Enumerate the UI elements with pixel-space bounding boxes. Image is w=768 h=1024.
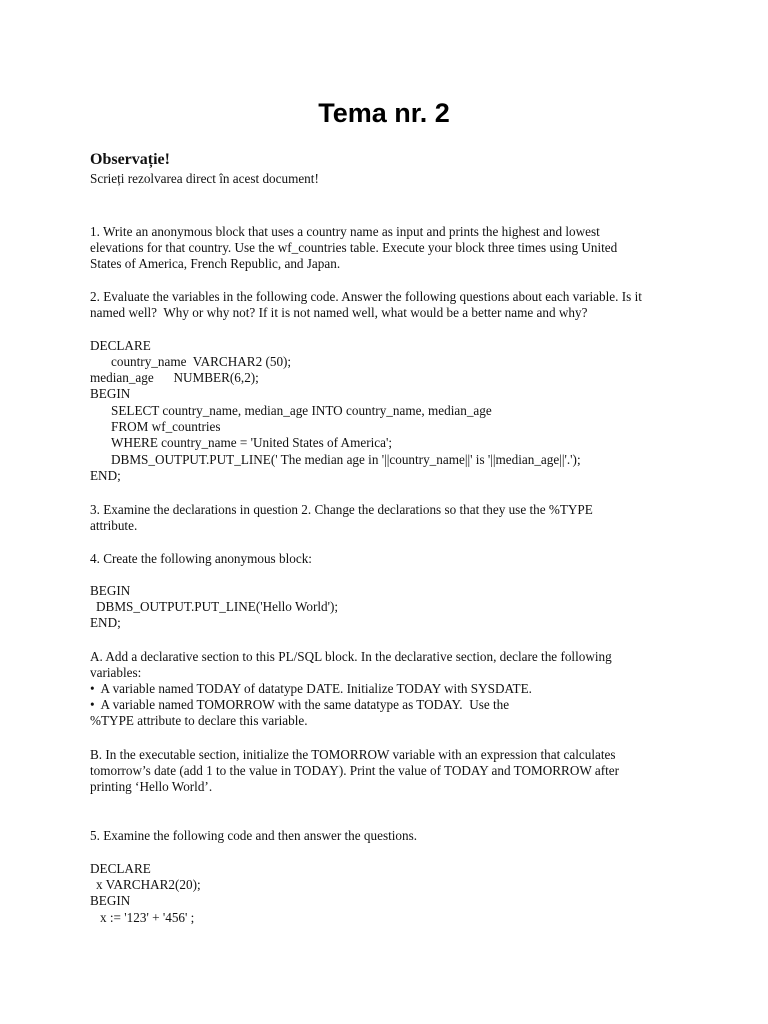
- q2-code-line: DBMS_OUTPUT.PUT_LINE(' The median age in '||country_name||' is '||median_age||'.');: [111, 452, 581, 467]
- observatie-heading: Observație!: [90, 151, 170, 168]
- q5-code-line: x := '123' + '456' ;: [100, 910, 195, 925]
- q2-line: 2. Evaluate the variables in the following code. Answer the following questions about each variable. Is it: [90, 289, 642, 304]
- q4a-line: variables:: [90, 665, 142, 680]
- q3-line: attribute.: [90, 518, 138, 533]
- q2-code-line: DECLARE: [90, 338, 151, 353]
- q4a-line: • A variable named TODAY of datatype DATE. Initialize TODAY with SYSDATE.: [90, 681, 532, 696]
- q3-line: 3. Examine the declarations in question 2. Change the declarations so that they use the %TYPE: [90, 502, 593, 517]
- q1-line: elevations for that country. Use the wf_countries table. Execute your block three times using United: [90, 240, 618, 255]
- q2-code-line: WHERE country_name = 'United States of America';: [111, 435, 392, 450]
- q5-code-line: DECLARE: [90, 861, 151, 876]
- q1-line: States of America, French Republic, and Japan.: [90, 256, 341, 271]
- q4-code-line: END;: [90, 615, 121, 630]
- q5-code-line: x VARCHAR2(20);: [96, 877, 201, 892]
- q4a-line: • A variable named TOMORROW with the same datatype as TODAY. Use the: [90, 697, 510, 712]
- q4b-line: printing ‘Hello World’.: [90, 779, 213, 794]
- q4-line: 4. Create the following anonymous block:: [90, 551, 312, 566]
- q4-code-line: DBMS_OUTPUT.PUT_LINE('Hello World');: [96, 599, 339, 614]
- q2-code-line: SELECT country_name, median_age INTO country_name, median_age: [111, 403, 492, 418]
- q4a-line: %TYPE attribute to declare this variable.: [90, 713, 308, 728]
- q2-code-line: country_name VARCHAR2 (50);: [111, 354, 292, 369]
- q4-code-line: BEGIN: [90, 583, 131, 598]
- q2-code-line: median_age NUMBER(6,2);: [90, 370, 259, 385]
- q4a-line: A. Add a declarative section to this PL/SQL block. In the declarative section, declare the following: [90, 649, 612, 664]
- q4b-line: B. In the executable section, initialize the TOMORROW variable with an expression that calculates: [90, 747, 616, 762]
- q5-code-line: BEGIN: [90, 893, 131, 908]
- q5-line: 5. Examine the following code and then answer the questions.: [90, 828, 418, 843]
- q2-line: named well? Why or why not? If it is not named well, what would be a better name and why?: [90, 305, 588, 320]
- q2-code-line: END;: [90, 468, 121, 483]
- q2-code-line: FROM wf_countries: [111, 419, 221, 434]
- q2-code-line: BEGIN: [90, 386, 131, 401]
- document-title: Tema nr. 2: [318, 98, 450, 128]
- observatie-text: Scrieți rezolvarea direct în acest document!: [90, 171, 319, 186]
- q4b-line: tomorrow’s date (add 1 to the value in TODAY). Print the value of TODAY and TOMORROW after: [90, 763, 620, 778]
- q1-line: 1. Write an anonymous block that uses a country name as input and prints the highest and lowest: [90, 224, 600, 239]
